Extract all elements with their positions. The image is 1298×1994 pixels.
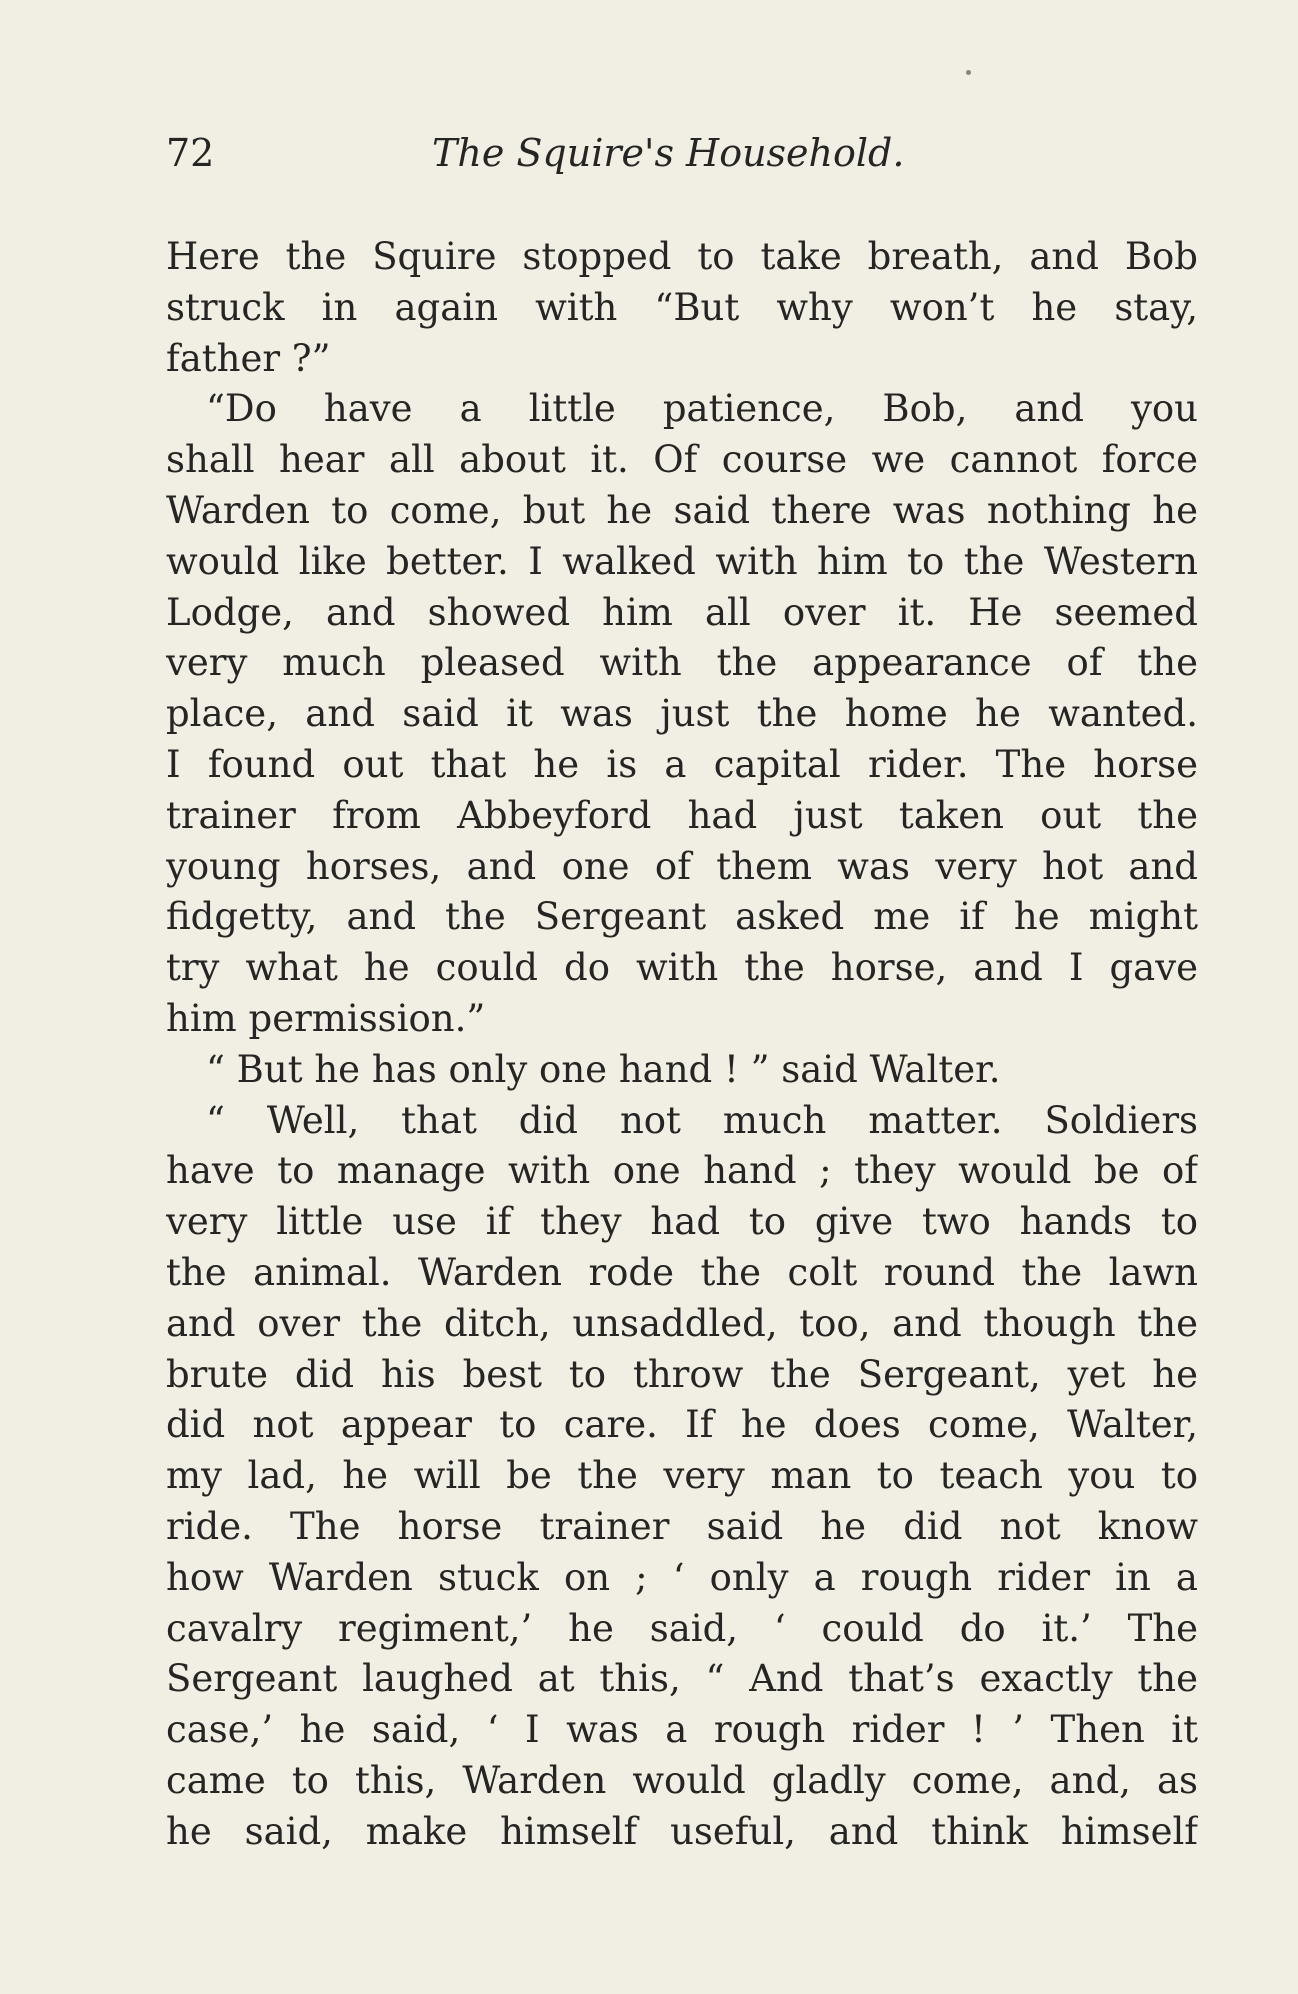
text-line: Here the Squire stopped to take breath, and Bob bbox=[166, 235, 1198, 278]
text-line: “ But he has only one hand ! ” said Walter. bbox=[206, 1047, 1001, 1091]
text-line: he said, make himself useful, and think himself bbox=[166, 1809, 1198, 1853]
running-title: The Squire's Household. bbox=[432, 131, 905, 175]
text-line: the animal. Warden rode the colt round the lawn bbox=[166, 1250, 1198, 1294]
text-line: brute did his best to throw the Sergeant, yet he bbox=[166, 1352, 1198, 1396]
text-line: very little use if they had to give two hands to bbox=[166, 1200, 1198, 1244]
text-line: fidgetty, and the Sergeant asked me if he might bbox=[166, 895, 1198, 939]
text-line: have to manage with one hand ; they would be of bbox=[166, 1149, 1198, 1193]
text-line: my lad, he will be the very man to teach you to bbox=[166, 1454, 1198, 1498]
text-line: shall hear all about it. Of course we cannot force bbox=[166, 438, 1198, 482]
page-number: 72 bbox=[166, 131, 215, 175]
text-line: cavalry regiment,’ he said, ‘ could do it.’ The bbox=[166, 1606, 1198, 1650]
text-line: very much pleased with the appearance of the bbox=[166, 641, 1198, 685]
text-line: struck in again with “But why won’t he stay, bbox=[166, 285, 1198, 329]
text-line: would like better. I walked with him to the Western bbox=[166, 539, 1198, 583]
text-line: him permission.” bbox=[166, 996, 486, 1040]
text-line: Warden to come, but he said there was nothing he bbox=[166, 488, 1198, 532]
text-line: did not appear to care. If he does come, Walter, bbox=[166, 1403, 1198, 1447]
paper-speck bbox=[966, 70, 971, 75]
body-text bbox=[166, 232, 1198, 1858]
text-line: father ?” bbox=[166, 336, 331, 380]
text-line: young horses, and one of them was very hot and bbox=[166, 844, 1198, 888]
text-line: try what he could do with the horse, and I gave bbox=[166, 946, 1198, 990]
page-header bbox=[166, 128, 1198, 178]
text-line: I found out that he is a capital rider. The horse bbox=[166, 742, 1198, 786]
text-line: case,’ he said, ‘ I was a rough rider ! ’ Then it bbox=[166, 1708, 1198, 1752]
text-line: “Do have a little patience, Bob, and you bbox=[206, 387, 1198, 431]
text-line: place, and said it was just the home he wanted. bbox=[166, 692, 1198, 736]
text-line: Lodge, and showed him all over it. He seemed bbox=[166, 590, 1198, 634]
text-line: ride. The horse trainer said he did not know bbox=[166, 1504, 1198, 1548]
text-line: came to this, Warden would gladly come, and, as bbox=[166, 1758, 1198, 1802]
text-line: Sergeant laughed at this, “ And that’s exactly the bbox=[166, 1657, 1198, 1701]
text-line: “ Well, that did not much matter. Soldiers bbox=[206, 1098, 1198, 1142]
text-line: how Warden stuck on ; ‘ only a rough rider in a bbox=[166, 1555, 1198, 1599]
text-line: trainer from Abbeyford had just taken out the bbox=[166, 793, 1198, 837]
text-line: and over the ditch, unsaddled, too, and though the bbox=[166, 1301, 1198, 1345]
